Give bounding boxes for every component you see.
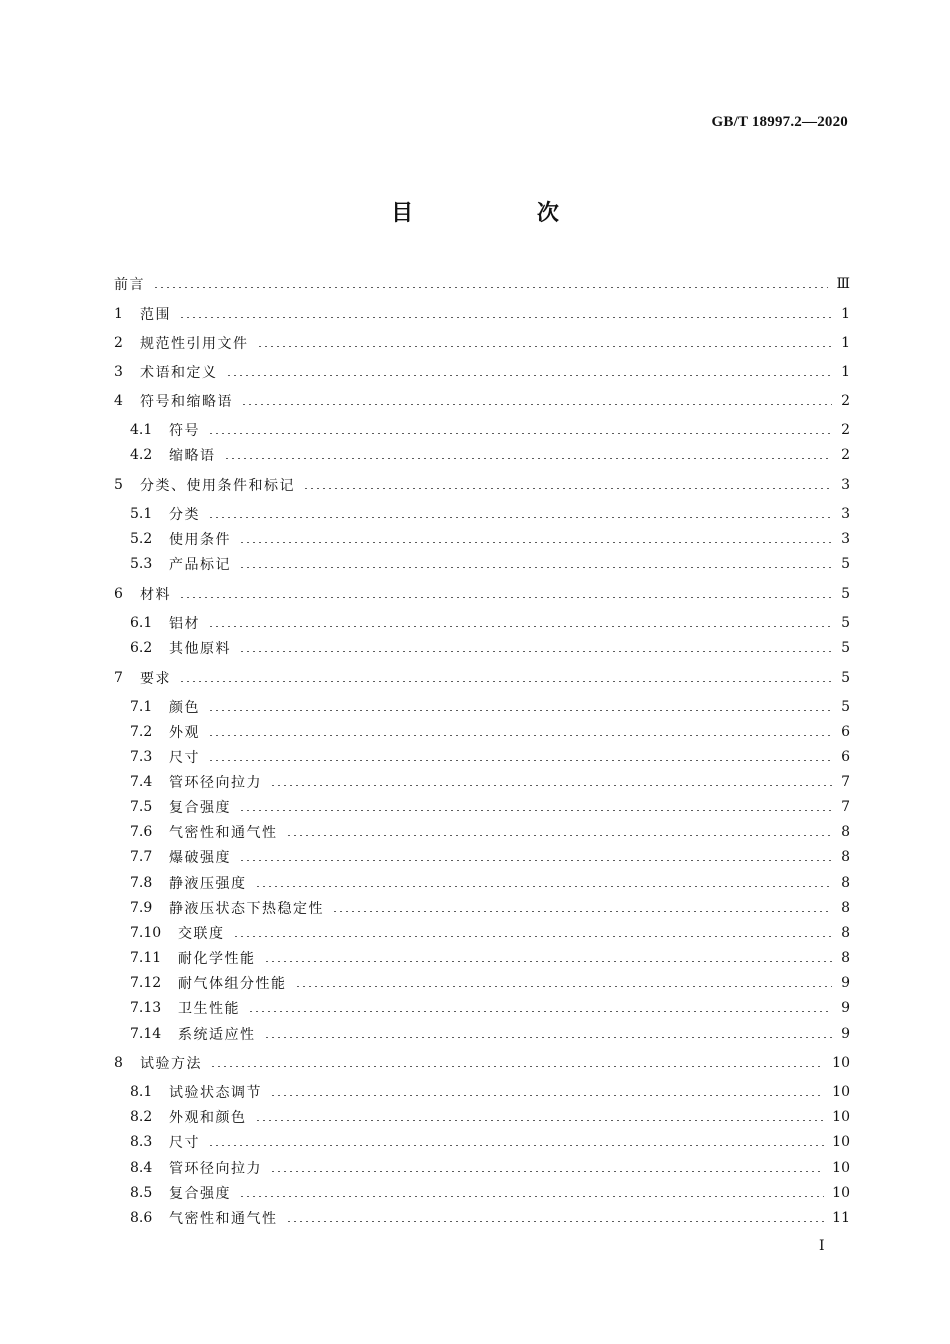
toc-entry-label: 外观和颜色 [169,1110,247,1126]
dot-leader [208,735,832,736]
toc-entry[interactable] [114,302,850,326]
toc-entry-label: 要求 [140,671,171,687]
toc-entry-page: 5 [841,640,850,656]
toc-entry-number: 8.1 [130,1084,153,1100]
toc-entry-page: 6 [841,749,850,765]
toc-entry-number: 5.3 [130,556,153,572]
toc-entry-page: 11 [832,1210,850,1226]
toc-entry-label: 缩略语 [169,448,216,464]
dot-leader [208,1145,824,1146]
toc-entry-label: 爆破强度 [169,850,231,866]
toc-entry-page: Ⅲ [836,276,850,292]
dot-leader [295,986,833,987]
toc-entry-number: 4.1 [130,422,153,438]
toc-entry[interactable] [130,502,850,526]
toc-entry-page: 3 [841,477,850,493]
toc-entry-label: 耐化学性能 [178,951,256,967]
toc-entry[interactable] [114,360,850,384]
toc-entry-page: 2 [841,422,850,438]
toc-entry-label: 复合强度 [169,800,231,816]
toc-entry[interactable] [130,720,850,744]
toc-entry-page: 5 [841,670,850,686]
toc-entry-label: 试验状态调节 [169,1085,262,1101]
toc-entry[interactable] [130,921,850,945]
toc-entry-number: 8.3 [130,1134,153,1150]
toc-entry-page: 2 [841,393,850,409]
toc-entry[interactable] [130,636,850,660]
dot-leader [208,433,832,434]
dot-leader [270,785,832,786]
toc-entry-label: 颜色 [169,700,200,716]
dot-leader [255,886,833,887]
toc-entry-number: 6 [114,586,123,602]
toc-entry-number: 7.7 [130,849,153,865]
toc-entry-label: 气密性和通气性 [169,825,278,841]
dot-leader [208,626,832,627]
toc-entry-label: 交联度 [178,926,225,942]
toc-entry-page: 1 [841,364,850,380]
toc-entry-number: 7.6 [130,824,153,840]
dot-leader [224,458,833,459]
toc-entry-label: 尺寸 [169,1135,200,1151]
dot-leader [179,681,832,682]
dot-leader [153,287,828,288]
standard-code: GB/T 18997.2—2020 [711,114,848,130]
dot-leader [179,597,832,598]
toc-entry-number: 7.10 [130,925,162,941]
toc-entry[interactable] [114,582,850,606]
toc-entry-page: 5 [841,556,850,572]
toc-entry-page: 5 [841,586,850,602]
toc-entry-number: 5 [114,477,123,493]
dot-leader [239,860,832,861]
toc-entry-label: 外观 [169,725,200,741]
page-number: Ⅰ [819,1238,825,1254]
toc-entry-number: 5.2 [130,531,153,547]
dot-leader [239,1196,824,1197]
toc-entry-number: 7.12 [130,975,162,991]
toc-entry-number: 7.13 [130,1000,162,1016]
toc-entry-label: 管环径向拉力 [169,1161,262,1177]
toc-entry-page: 10 [832,1185,850,1201]
toc-entry-label: 产品标记 [169,557,231,573]
toc-entry-number: 7.14 [130,1026,162,1042]
toc-entry-page: 8 [841,950,850,966]
toc-entry[interactable] [130,795,850,819]
page-title: 目 次 [391,201,617,226]
toc-entry-label: 耐气体组分性能 [178,976,287,992]
toc-entry-number: 7.5 [130,799,153,815]
dot-leader [264,961,833,962]
toc-entry[interactable] [130,971,850,995]
toc-entry[interactable] [130,871,850,895]
toc-entry-page: 8 [841,875,850,891]
toc-entry-label: 气密性和通气性 [169,1211,278,1227]
toc-entry-label: 范围 [140,307,171,323]
toc-entry-label: 静液压状态下热稳定性 [169,901,324,917]
toc-entry-number: 1 [114,306,123,322]
toc-entry-label: 系统适应性 [178,1027,256,1043]
toc-entry[interactable] [130,770,850,794]
toc-entry[interactable] [130,820,850,844]
toc-entry[interactable] [130,552,850,576]
toc-entry-label: 卫生性能 [178,1001,240,1017]
dot-leader [264,1037,833,1038]
toc-entry-label: 尺寸 [169,750,200,766]
toc-entry-page: 6 [841,724,850,740]
toc-entry-number: 8.6 [130,1210,153,1226]
dot-leader [208,517,832,518]
dot-leader [233,936,833,937]
toc-entry[interactable] [114,272,850,296]
toc-entry-number: 7 [114,670,123,686]
toc-entry-label: 静液压强度 [169,876,247,892]
toc-entry-label: 分类、使用条件和标记 [140,478,295,494]
dot-leader [332,911,832,912]
toc-entry-label: 使用条件 [169,532,231,548]
toc-entry-page: 1 [841,335,850,351]
dot-leader [286,835,833,836]
toc-entry-number: 6.1 [130,615,153,631]
toc-entry-number: 7.8 [130,875,153,891]
dot-leader [257,346,833,347]
dot-leader [239,651,832,652]
toc-entry-number: 5.1 [130,506,153,522]
toc-entry-page: 8 [841,925,850,941]
toc-entry-page: 8 [841,849,850,865]
toc-entry-label: 管环径向拉力 [169,775,262,791]
dot-leader [239,542,832,543]
toc-entry[interactable] [130,695,850,719]
toc-entry-number: 7.11 [130,950,162,966]
toc-entry-number: 7.2 [130,724,153,740]
dot-leader [208,760,832,761]
toc-entry[interactable] [130,845,850,869]
toc-entry-page: 5 [841,699,850,715]
toc-entry[interactable] [130,443,850,467]
toc-entry[interactable] [114,1051,850,1075]
toc-entry-page: 10 [832,1055,850,1071]
toc-entry-number: 6.2 [130,640,153,656]
toc-entry-number: 7.4 [130,774,153,790]
toc-entry-label: 规范性引用文件 [140,336,249,352]
toc-entry[interactable] [114,473,850,497]
toc-entry-label: 铝材 [169,616,200,632]
toc-entry[interactable] [130,1080,850,1104]
toc-entry-number: 3 [114,364,123,380]
toc-entry[interactable] [114,666,850,690]
toc-entry[interactable] [130,896,850,920]
toc-entry[interactable] [130,418,850,442]
dot-leader [241,404,832,405]
toc-entry-label: 符号和缩略语 [140,394,233,410]
toc-entry-label: 术语和定义 [140,365,218,381]
toc-entry-page: 9 [841,1000,850,1016]
toc-entry-page: 7 [841,799,850,815]
toc-entry-page: 3 [841,506,850,522]
toc-entry-label: 前言 [114,277,145,293]
toc-entry[interactable] [114,389,850,413]
dot-leader [210,1066,824,1067]
toc-entry[interactable] [130,611,850,635]
toc-entry-number: 8.2 [130,1109,153,1125]
toc-entry-page: 10 [832,1160,850,1176]
toc-entry-number: 2 [114,335,123,351]
toc-entry-number: 4 [114,393,123,409]
toc-entry-number: 8 [114,1055,123,1071]
toc-entry-page: 7 [841,774,850,790]
toc-entry[interactable] [130,946,850,970]
dot-leader [255,1120,825,1121]
toc-entry-number: 8.4 [130,1160,153,1176]
toc-entry-page: 10 [832,1109,850,1125]
dot-leader [270,1171,824,1172]
toc-entry-label: 其他原料 [169,641,231,657]
toc-entry-page: 3 [841,531,850,547]
toc-entry-page: 5 [841,615,850,631]
toc-entry[interactable] [130,996,850,1020]
toc-entry[interactable] [114,331,850,355]
dot-leader [270,1095,824,1096]
toc-entry-label: 试验方法 [140,1056,202,1072]
toc-entry-page: 2 [841,447,850,463]
toc-entry-number: 8.5 [130,1185,153,1201]
toc-entry[interactable] [130,1156,850,1180]
toc-entry-page: 8 [841,900,850,916]
dot-leader [286,1221,825,1222]
toc-entry-label: 材料 [140,587,171,603]
toc-entry-page: 10 [832,1134,850,1150]
toc-entry-page: 10 [832,1084,850,1100]
toc-entry-number: 7.3 [130,749,153,765]
toc-entry[interactable] [130,1206,850,1230]
dot-leader [248,1011,832,1012]
dot-leader [303,488,832,489]
toc-entry[interactable] [130,1105,850,1129]
dot-leader [208,710,832,711]
toc-entry[interactable] [130,1181,850,1205]
toc-entry-label: 复合强度 [169,1186,231,1202]
toc-entry-label: 符号 [169,423,200,439]
dot-leader [239,567,832,568]
toc-entry[interactable] [130,1022,850,1046]
toc-entry[interactable] [130,527,850,551]
toc-entry-label: 分类 [169,507,200,523]
toc-entry-number: 4.2 [130,447,153,463]
toc-entry-page: 8 [841,824,850,840]
dot-leader [226,375,833,376]
toc-entry-page: 9 [841,1026,850,1042]
toc-entry-page: 9 [841,975,850,991]
dot-leader [239,810,832,811]
dot-leader [179,317,832,318]
toc-entry-page: 1 [841,306,850,322]
toc-entry-number: 7.9 [130,900,153,916]
toc-entry[interactable] [130,745,850,769]
toc-entry[interactable] [130,1130,850,1154]
toc-entry-number: 7.1 [130,699,153,715]
